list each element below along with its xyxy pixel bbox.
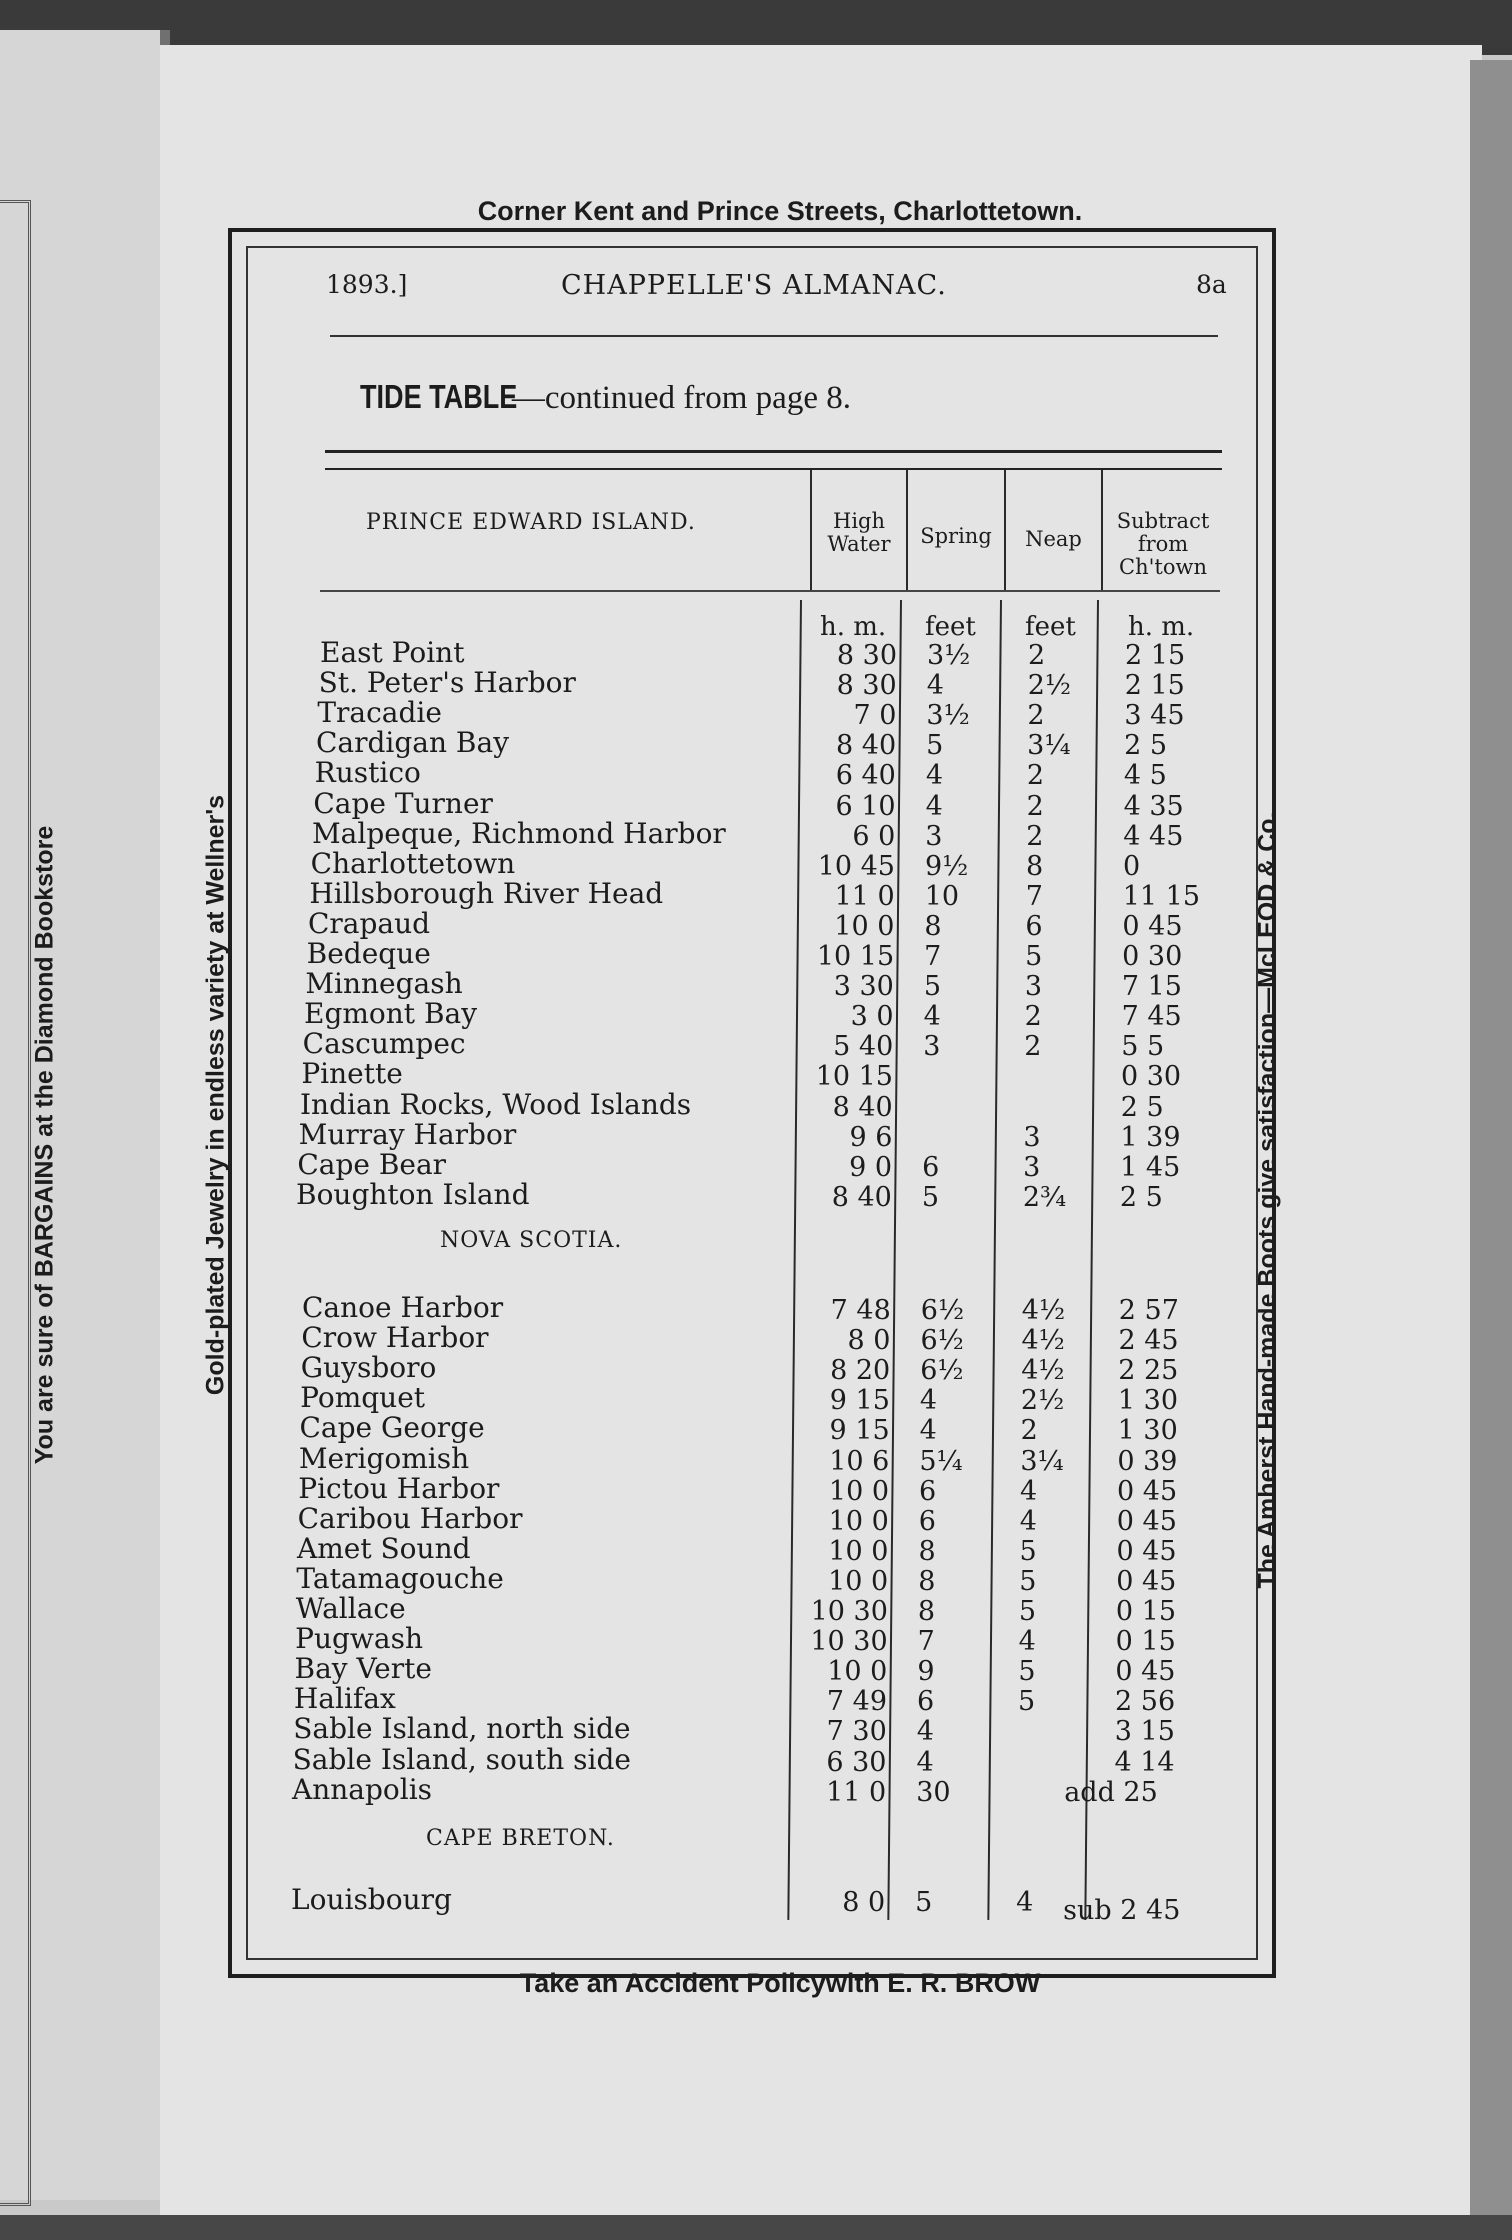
spring-feet: 6 <box>917 1686 935 1718</box>
spring-feet: 6½ <box>920 1295 965 1326</box>
spring-feet: 5 <box>926 730 944 762</box>
neap-feet: 8 <box>1025 850 1044 882</box>
spring-feet: 8 <box>918 1535 936 1567</box>
neap-feet: 2 <box>1020 1415 1038 1447</box>
subtract-time: 2 25 <box>1118 1355 1179 1387</box>
spring-feet: 8 <box>917 1596 936 1627</box>
spring-feet: 4 <box>916 1716 934 1748</box>
subtract-time: 0 30 <box>1120 1061 1182 1093</box>
neap-feet: 5 <box>1018 1596 1037 1627</box>
subtract-time: add 25 <box>1064 1776 1158 1808</box>
spring-feet: 9 <box>917 1656 935 1688</box>
high-water-time: 5 40 <box>833 1031 894 1063</box>
neap-feet: 5 <box>1018 1686 1036 1718</box>
subtract-time: 2 56 <box>1115 1686 1176 1718</box>
units-spring: feet <box>925 612 976 642</box>
place-name: Cardigan Bay <box>316 726 510 760</box>
spring-feet: 4 <box>923 1001 941 1033</box>
high-water-time: 8 20 <box>830 1355 891 1387</box>
place-name: Minnegash <box>305 967 463 1001</box>
spring-feet: 9½ <box>924 850 969 882</box>
high-water-time: 7 0 <box>853 700 897 732</box>
spring-feet: 5¼ <box>919 1445 963 1477</box>
facing-page <box>0 30 170 2200</box>
spring-feet: 4 <box>925 760 944 792</box>
high-water-time: 9 6 <box>849 1121 893 1153</box>
neap-feet: 4 <box>1018 1626 1036 1658</box>
spring-feet: 3½ <box>927 640 971 671</box>
high-water-time: 10 0 <box>828 1535 889 1567</box>
high-water-time: 8 30 <box>836 640 897 671</box>
place-name: Amet Sound <box>297 1531 471 1565</box>
subtract-time: 2 15 <box>1125 640 1186 671</box>
place-name: Louisbourg <box>291 1883 452 1916</box>
spring-feet: 10 <box>924 880 960 912</box>
right-margin-ad: The Amherst Hand-made Boots give satisfaction—McLEOD & Co. <box>1253 811 1282 1589</box>
place-name: Sable Island, south side <box>292 1742 631 1776</box>
high-water-time: 10 15 <box>815 1061 893 1093</box>
place-name: Canoe Harbor <box>302 1291 504 1324</box>
units-high-water: h. m. <box>820 612 887 642</box>
spring-feet: 6 <box>918 1505 936 1537</box>
spring-feet: 8 <box>918 1565 936 1597</box>
neap-feet: 3¼ <box>1020 1445 1064 1477</box>
units-neap: feet <box>1025 612 1076 642</box>
neap-feet: 4 <box>1019 1505 1037 1537</box>
neap-feet: 4 <box>1020 1475 1038 1507</box>
place-name: Crapaud <box>308 906 431 940</box>
spring-feet: 3 <box>923 1031 941 1063</box>
section-title-main: TIDE TABLE <box>360 378 518 415</box>
spring-feet: 5 <box>915 1887 933 1918</box>
spring-feet: 30 <box>916 1776 951 1808</box>
subtract-time: 1 30 <box>1117 1385 1179 1417</box>
subtract-time: 2 5 <box>1124 730 1168 762</box>
neap-feet: 2 <box>1028 640 1046 671</box>
header-ad: Corner Kent and Prince Streets, Charlottetown. <box>477 196 1083 226</box>
neap-feet: 5 <box>1019 1565 1037 1597</box>
place-name: Murray Harbor <box>298 1117 517 1151</box>
footer-ad: Take an Accident Policywith E. R. BROW <box>519 1968 1041 1998</box>
neap-feet: 4½ <box>1021 1295 1066 1326</box>
high-water-time: 10 0 <box>827 1656 888 1688</box>
scan-bottom-edge <box>0 2215 1512 2240</box>
high-water-time: 8 0 <box>842 1887 886 1918</box>
region-header: NOVA SCOTIA. <box>440 1228 623 1253</box>
neap-feet: 2 <box>1026 790 1044 822</box>
place-name: Boughton Island <box>296 1177 530 1211</box>
place-name: Pictou Harbor <box>298 1471 500 1505</box>
high-water-time: 7 30 <box>826 1716 887 1748</box>
high-water-time: 7 48 <box>830 1295 891 1326</box>
place-name: Bedeque <box>306 937 431 970</box>
high-water-time: 10 0 <box>834 910 895 942</box>
place-name: Annapolis <box>292 1772 433 1806</box>
subtract-time: 2 57 <box>1118 1295 1179 1326</box>
subtract-time: 0 45 <box>1116 1565 1177 1597</box>
section-title-sub: —continued from page 8. <box>511 380 851 416</box>
spring-feet: 5 <box>923 971 942 1003</box>
place-name: East Point <box>320 636 465 669</box>
high-water-time: 6 0 <box>852 820 896 852</box>
col-header-spring: Spring <box>920 524 992 548</box>
neap-feet: 2 <box>1027 700 1045 732</box>
spring-feet: 4 <box>919 1415 937 1447</box>
neap-feet: 2½ <box>1027 670 1072 702</box>
place-name: Merigomish <box>298 1441 470 1475</box>
place-name: Hillsborough River Head <box>309 876 664 910</box>
spring-feet: 5 <box>921 1181 940 1213</box>
spring-feet: 7 <box>917 1626 935 1658</box>
subtract-time: 0 45 <box>1116 1505 1177 1537</box>
high-water-time: 11 0 <box>826 1776 887 1808</box>
neap-feet: 3 <box>1024 971 1043 1003</box>
subtract-time: 1 45 <box>1120 1151 1181 1183</box>
place-name: Indian Rocks, Wood Islands <box>300 1087 692 1121</box>
running-head-year: 1893.] <box>326 270 408 299</box>
spring-feet: 8 <box>924 910 942 942</box>
spring-feet: 7 <box>924 941 942 972</box>
place-name: Guysboro <box>300 1351 437 1385</box>
neap-feet: 2 <box>1024 1001 1042 1033</box>
subtract-time: 2 5 <box>1119 1181 1163 1213</box>
subtract-time: 3 15 <box>1114 1716 1175 1748</box>
high-water-time: 8 0 <box>847 1325 891 1357</box>
facing-page-ad: You are sure of BARGAINS at the Diamond Bookstore <box>30 825 59 1465</box>
spring-feet: 6½ <box>920 1355 964 1387</box>
place-name: Tatamagouche <box>296 1561 504 1595</box>
subtract-time: 4 45 <box>1123 820 1184 852</box>
table-top-rule <box>325 450 1222 453</box>
subtract-time: 7 45 <box>1121 1001 1182 1033</box>
running-head <box>326 270 1226 310</box>
spring-feet: 3 <box>925 820 943 852</box>
neap-feet: 5 <box>1018 1656 1036 1688</box>
high-water-time: 10 6 <box>829 1445 890 1477</box>
section-title <box>360 378 851 417</box>
high-water-time: 3 0 <box>850 1001 894 1033</box>
neap-feet: 3 <box>1023 1151 1041 1183</box>
place-name: Malpeque, Richmond Harbor <box>312 816 726 850</box>
place-name: Cape Bear <box>297 1147 447 1181</box>
high-water-time: 9 15 <box>829 1415 890 1447</box>
place-name: Caribou Harbor <box>297 1501 523 1535</box>
neap-feet: 6 <box>1025 910 1043 942</box>
place-name: Cape George <box>299 1411 485 1445</box>
place-name: Crow Harbor <box>301 1321 489 1355</box>
subtract-time: 7 15 <box>1121 971 1182 1003</box>
spring-feet: 4 <box>926 670 944 702</box>
units-subtract: h. m. <box>1128 612 1195 642</box>
header-bottom-rule <box>320 590 1220 592</box>
spring-feet: 6 <box>922 1151 940 1183</box>
spring-feet: 3½ <box>926 700 970 732</box>
place-name: Cascumpec <box>302 1027 466 1061</box>
neap-feet: 2½ <box>1020 1385 1065 1417</box>
neap-feet: 7 <box>1025 880 1043 912</box>
subtract-time: 4 35 <box>1123 790 1184 822</box>
place-name: Sable Island, north side <box>293 1712 631 1746</box>
subtract-time: 0 45 <box>1122 910 1183 942</box>
place-name: Tracadie <box>317 696 442 730</box>
place-name: Egmont Bay <box>304 997 478 1031</box>
subtract-time: 0 <box>1122 850 1141 882</box>
subtract-time: 2 45 <box>1118 1325 1179 1357</box>
high-water-time: 10 45 <box>817 850 895 882</box>
high-water-time: 10 0 <box>828 1475 890 1507</box>
high-water-time: 8 30 <box>836 670 897 702</box>
page-edge <box>1470 60 1512 2240</box>
subtract-time: 4 14 <box>1114 1746 1175 1778</box>
subtract-time: sub 2 45 <box>1063 1895 1181 1926</box>
high-water-time: 10 0 <box>828 1565 889 1597</box>
neap-feet: 3¼ <box>1027 730 1071 762</box>
subtract-time: 0 45 <box>1116 1535 1177 1567</box>
place-name: Wallace <box>295 1592 406 1625</box>
high-water-time: 11 0 <box>834 880 895 912</box>
spring-feet: 6½ <box>920 1325 964 1357</box>
col-header-high-water: High Water <box>827 509 891 556</box>
col-header-neap: Neap <box>1025 527 1082 551</box>
subtract-time: 0 39 <box>1117 1445 1178 1477</box>
high-water-time: 8 40 <box>836 730 897 762</box>
neap-feet: 4½ <box>1021 1325 1065 1357</box>
neap-feet: 2¾ <box>1022 1181 1067 1213</box>
high-water-time: 6 40 <box>835 760 896 792</box>
place-name: Halifax <box>293 1682 396 1716</box>
region-header: CAPE BRETON. <box>426 1826 615 1851</box>
neap-feet: 4½ <box>1021 1355 1065 1387</box>
spring-feet: 4 <box>919 1385 938 1417</box>
subtract-time: 2 15 <box>1124 670 1185 702</box>
running-head-rule <box>330 335 1218 337</box>
facing-page-border <box>0 200 31 2206</box>
neap-feet: 4 <box>1016 1887 1034 1918</box>
subtract-time: 0 45 <box>1117 1475 1178 1507</box>
place-name: Rustico <box>314 756 421 790</box>
subtract-time: 5 5 <box>1121 1031 1165 1063</box>
neap-feet: 2 <box>1024 1031 1042 1063</box>
subtract-time: 0 45 <box>1115 1656 1176 1688</box>
neap-feet: 3 <box>1023 1121 1041 1153</box>
subtract-time: 3 45 <box>1124 700 1185 732</box>
running-head-title: CHAPPELLE'S ALMANAC. <box>561 270 947 301</box>
high-water-time: 8 40 <box>832 1091 893 1123</box>
subtract-time: 0 15 <box>1115 1596 1177 1627</box>
high-water-time: 6 10 <box>835 790 896 822</box>
high-water-time: 9 15 <box>829 1385 890 1417</box>
high-water-time: 10 15 <box>816 941 895 972</box>
high-water-time: 7 49 <box>826 1686 888 1718</box>
subtract-time: 11 15 <box>1122 880 1200 912</box>
place-name: Charlottetown <box>310 846 516 880</box>
table-top-rule-2 <box>325 468 1222 470</box>
neap-feet: 5 <box>1025 941 1043 972</box>
high-water-time: 3 30 <box>833 971 894 1003</box>
neap-feet: 2 <box>1026 760 1045 792</box>
high-water-time: 10 30 <box>810 1626 888 1658</box>
spring-feet: 6 <box>919 1475 937 1507</box>
subtract-time: 2 5 <box>1120 1091 1164 1123</box>
place-name: St. Peter's Harbor <box>318 666 576 700</box>
subtract-time: 4 5 <box>1123 760 1167 792</box>
spring-feet: 4 <box>916 1746 934 1778</box>
high-water-time: 9 0 <box>849 1151 893 1183</box>
neap-feet: 5 <box>1019 1535 1037 1567</box>
place-name: Pugwash <box>295 1622 423 1656</box>
place-name: Pinette <box>301 1057 403 1091</box>
subtract-time: 1 30 <box>1117 1415 1178 1447</box>
place-name: Bay Verte <box>294 1652 432 1686</box>
high-water-time: 8 40 <box>831 1181 892 1213</box>
subtract-time: 0 30 <box>1122 941 1183 972</box>
place-name: Cape Turner <box>313 786 493 820</box>
subtract-time: 0 15 <box>1115 1626 1176 1658</box>
region-header-pei: PRINCE EDWARD ISLAND. <box>366 510 696 535</box>
high-water-time: 6 30 <box>826 1746 887 1778</box>
neap-feet: 2 <box>1026 820 1044 852</box>
col-header-subtract: Subtract from Ch'town <box>1116 509 1210 579</box>
place-name: Pomquet <box>300 1381 426 1415</box>
left-margin-ad: Gold-plated Jewelry in endless variety at Wellner's <box>201 794 230 1396</box>
subtract-time: 1 39 <box>1120 1121 1181 1153</box>
page-number: 8a <box>1196 270 1227 299</box>
spring-feet: 4 <box>925 790 943 822</box>
high-water-time: 10 0 <box>828 1505 889 1537</box>
high-water-time: 10 30 <box>810 1596 888 1627</box>
